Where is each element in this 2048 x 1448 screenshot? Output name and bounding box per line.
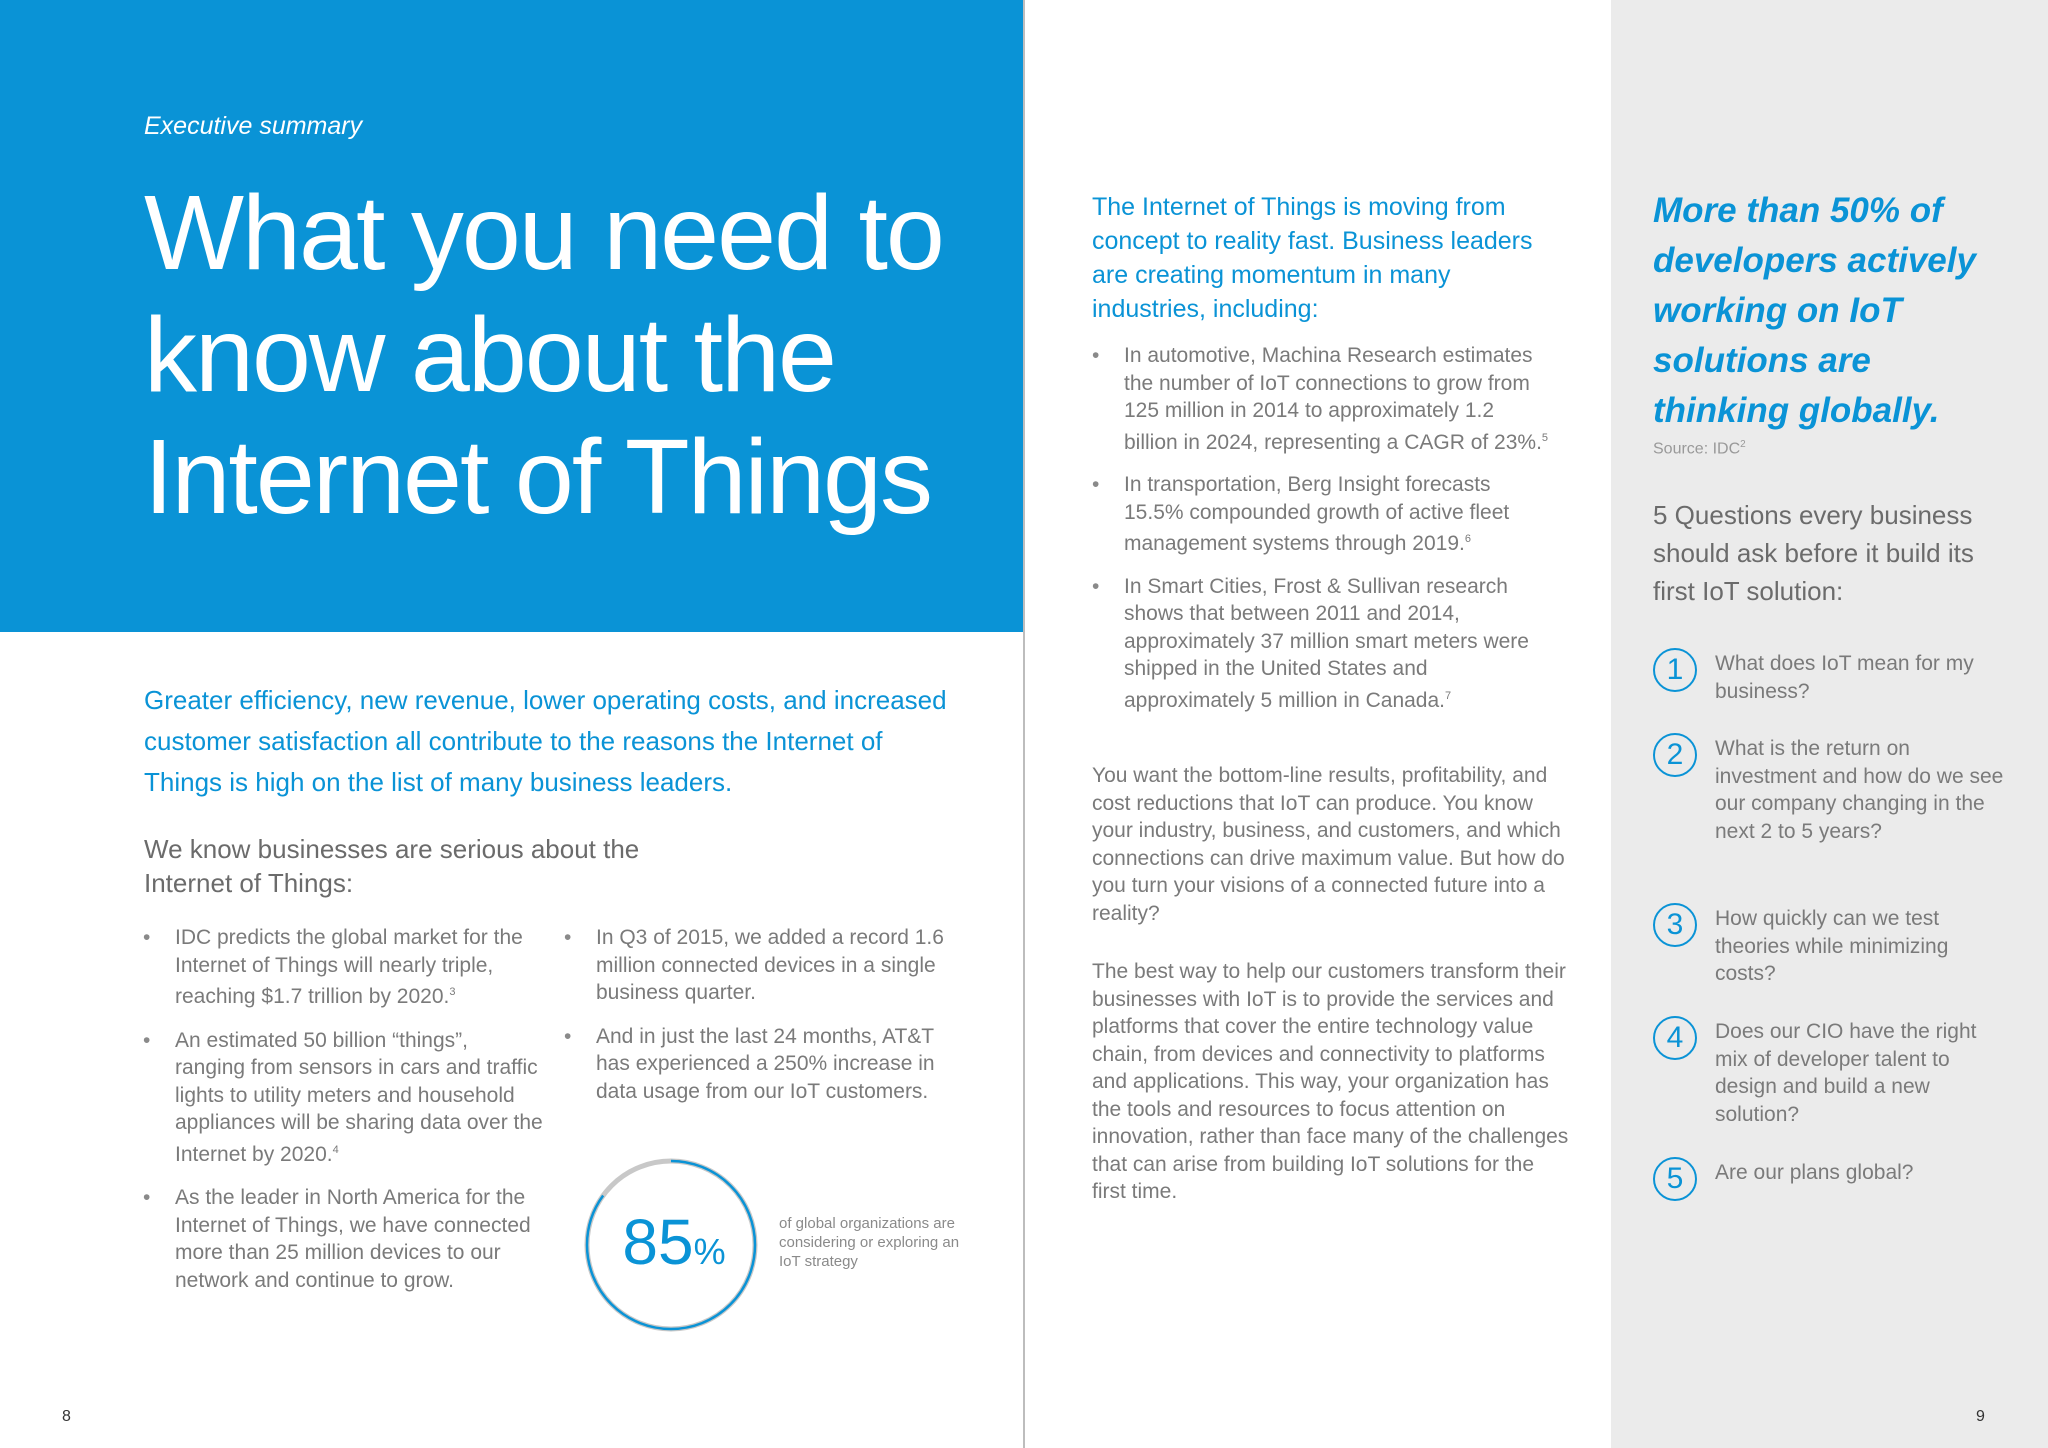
industries-list — [1092, 342, 1552, 729]
list-item: • In transportation, Berg Insight forecasts 15.5% compounded growth of active fleet management systems through 2019.$^6$ — [1092, 473, 1510, 555]
question-number-badge: 1 — [1653, 648, 1697, 692]
page-gutter — [1023, 0, 1025, 1448]
bullet-list-right — [564, 924, 964, 1121]
question-text: Does our CIO have the right mix of developer talent to design and build a new solution? — [1715, 1020, 1977, 1126]
list-item: • An estimated 50 billion “things”, ranging from sensors in cars and traffic lights to utility meters and household appliances will be sharing data over the Internet by 2020.$^4$ — [143, 1028, 543, 1166]
question-number-badge: 4 — [1653, 1016, 1697, 1060]
body-paragraph: The best way to help our customers transform their businesses with IoT is to provide the services and platforms that cover the entire technology value chain, from devices and connectivity to platforms and applications. This way, your organization has the tools and resources to focus attention on innovation, rather than face many of the challenges that can arise from building IoT solutions for the first time. — [1092, 960, 1569, 1203]
list-item: • In Q3 of 2015, we added a record 1.6 million connected devices in a single business quarter. — [564, 926, 944, 1004]
section-eyebrow: Executive summary — [144, 112, 363, 140]
list-item: • IDC predicts the global market for the Internet of Things will nearly triple, reaching $1.7 trillion by 2020.$^3$ — [143, 926, 523, 1008]
list-item: • In automotive, Machina Research estimates the number of IoT connections to grow from 125 million in 2014 to approximately 1.2 billion in 2024, representing a CAGR of 23%.$^5$ — [1092, 344, 1549, 454]
stat-value: 85% — [622, 1206, 726, 1278]
question-text: Are our plans global? — [1715, 1161, 1914, 1184]
lead-paragraph: Greater efficiency, new revenue, lower operating costs, and increased customer satisfaction all contribute to the reasons the Internet of Things is high on the list of many business leaders. — [144, 685, 947, 797]
list-item: • In Smart Cities, Frost & Sullivan research shows that between 2011 and 2014, approximately 37 million smart meters were shipped in the United States and approximately 5 million in Canada.$^7$ — [1092, 574, 1529, 712]
question-number-badge: 5 — [1653, 1157, 1697, 1201]
page-title: What you need to know about the Internet of Things — [144, 174, 943, 536]
stat-caption: of global organizations are considering or exploring an IoT strategy — [779, 1215, 960, 1270]
bullet-list-left — [143, 924, 543, 1310]
question-text: What is the return on investment and how do we see our company changing in the next 2 to 5 years? — [1715, 737, 2004, 843]
question-text: How quickly can we test theories while minimizing costs? — [1715, 907, 1949, 985]
quote-source: Source: IDC$^2$ — [1653, 439, 1746, 458]
bullets-subhead: We know businesses are serious about the Internet of Things: — [144, 834, 640, 898]
body-paragraph: You want the bottom-line results, profitability, and cost reductions that IoT can produce. You know your industry, business, and customers, and which connections can drive maximum value. But how do you turn your visions of a connected future into a reality? — [1092, 764, 1565, 925]
page-number-left: 8 — [62, 1408, 71, 1425]
question-number-badge: 2 — [1653, 733, 1697, 777]
page-number-right: 9 — [1976, 1408, 1985, 1425]
question-number-badge: 3 — [1653, 903, 1697, 947]
list-item: • And in just the last 24 months, AT&T has experienced a 250% increase in data usage from our IoT customers. — [564, 1024, 935, 1103]
pull-quote: More than 50% of developers actively working on IoT solutions are thinking globally. — [1653, 191, 1976, 430]
question-text: What does IoT mean for my business? — [1715, 652, 1974, 703]
list-item: • As the leader in North America for the Internet of Things, we have connected more than 25 million devices to our network and continue to grow. — [143, 1186, 531, 1292]
industries-lead: The Internet of Things is moving from concept to reality fast. Business leaders are creating momentum in many industries, including: — [1092, 193, 1533, 323]
questions-title: 5 Questions every business should ask before it build its first IoT solution: — [1653, 500, 1974, 606]
